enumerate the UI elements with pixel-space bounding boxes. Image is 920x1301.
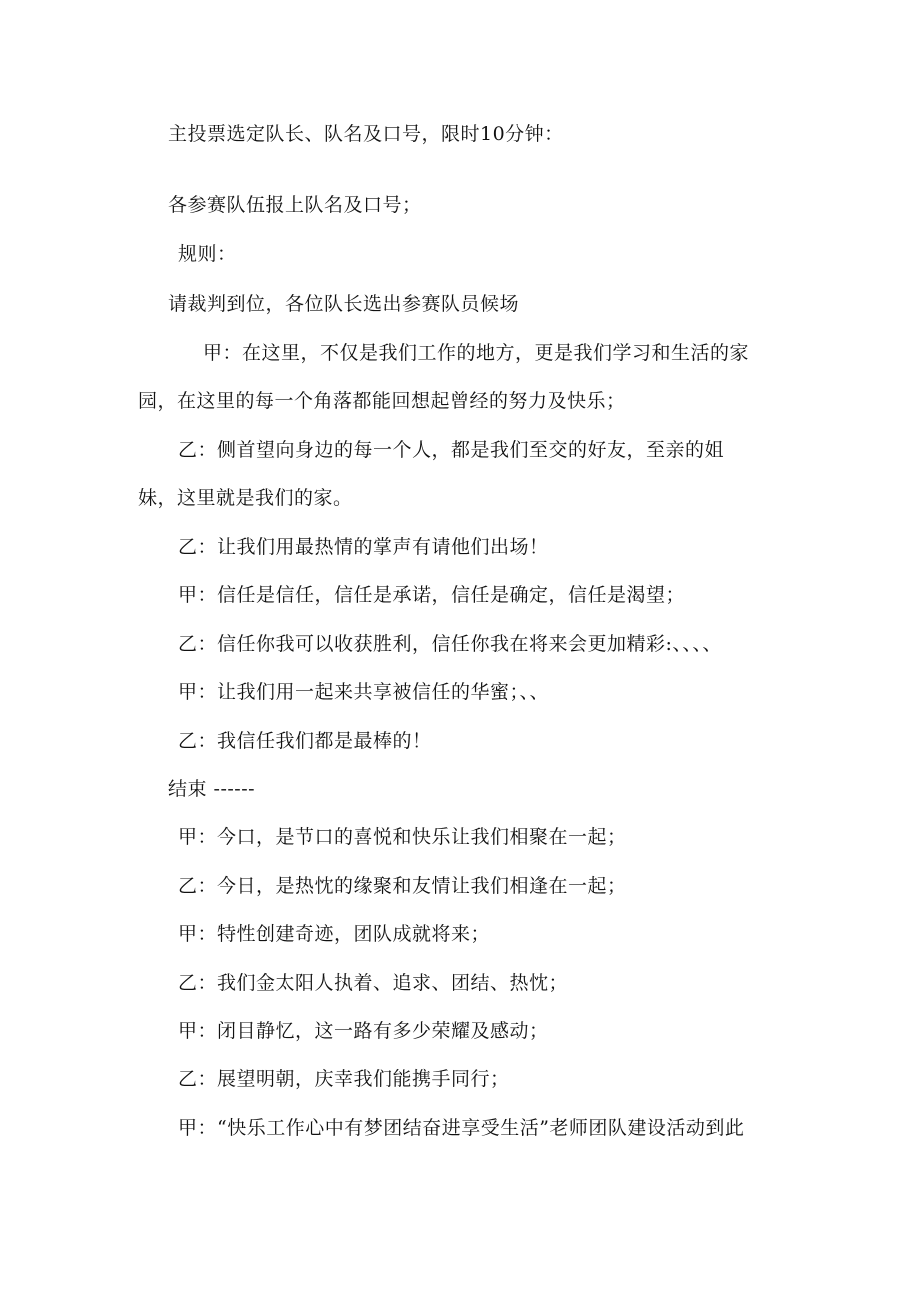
text-line-3: 规则：: [178, 243, 237, 265]
text-line-8: 妹，这里就是我们的家。: [138, 487, 353, 509]
text-line-19: 甲：闭目静忆，这一路有多少荣耀及感动；: [178, 1020, 549, 1042]
text-line-20: 乙：展望明朝，庆幸我们能携手同行；: [178, 1068, 510, 1090]
text-line-15: 甲：今口，是节口的喜悦和快乐让我们相聚在一起；: [178, 826, 627, 848]
text-line-4: 请裁判到位，各位队长选出参赛队员候场: [168, 293, 520, 315]
text-line-2: 各参赛队伍报上队名及口号；: [168, 194, 422, 216]
text-line-13: 乙：我信任我们都是最棒的！: [178, 730, 432, 752]
text-line-11: 乙：信任你我可以收获胜利，信任你我在将来会更加精彩:、、、、: [178, 633, 722, 655]
text-line-7: 乙：侧首望向身边的每一个人，都是我们至交的好友，至亲的姐: [178, 439, 725, 461]
text-line-14: 结束 ------: [168, 778, 256, 800]
text-line-5: 甲：在这里，不仅是我们工作的地方，更是我们学习和生活的家: [203, 342, 750, 364]
text-line-17: 甲：特性创建奇迹，团队成就将来；: [178, 923, 491, 945]
text-line-1: 主投票选定队长、队名及口号，限时10分钟：: [168, 123, 564, 145]
text-line-16: 乙：今日，是热忱的缘聚和友情让我们相逢在一起；: [178, 875, 627, 897]
text-line-6: 园，在这里的每一个角落都能回想起曾经的努力及快乐；: [138, 390, 626, 412]
text-line-21: 甲：“快乐工作心中有梦团结奋进享受生活”老师团队建设活动到此: [178, 1117, 745, 1139]
text-line-10: 甲：信任是信任，信任是承诺，信任是确定，信任是渴望；: [178, 584, 686, 606]
text-line-9: 乙：让我们用最热情的掌声有请他们出场！: [178, 536, 549, 558]
text-line-18: 乙：我们金太阳人执着、追求、团结、热忱；: [178, 972, 569, 994]
text-line-12: 甲：让我们用一起来共享被信任的华蜜；、、: [178, 681, 550, 703]
